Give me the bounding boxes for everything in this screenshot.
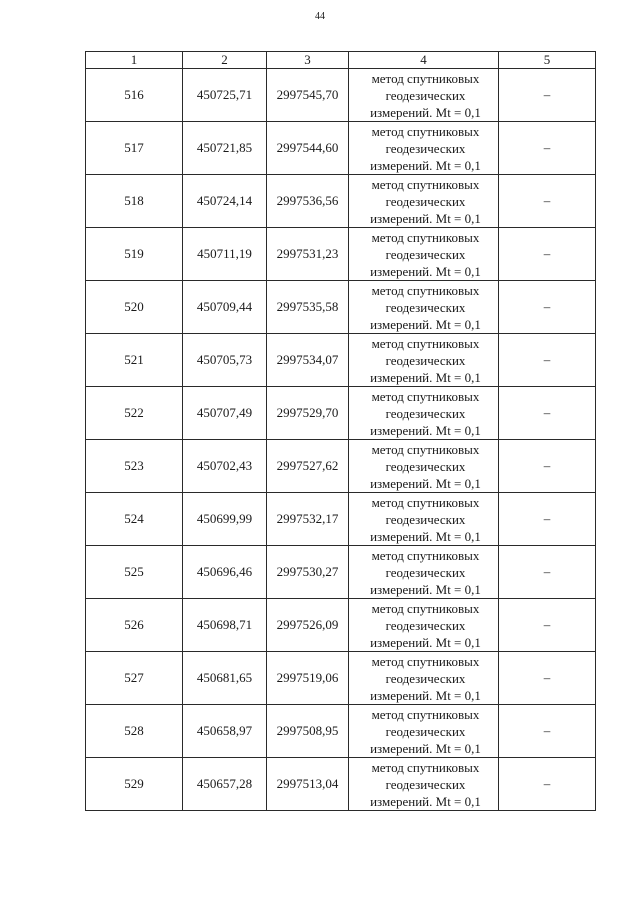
method-line: метод спутниковых (371, 494, 480, 510)
coordinate-y-cell: 2997535,58 (267, 281, 349, 334)
coordinate-y-cell: 2997513,04 (267, 758, 349, 811)
point-number-cell: 527 (86, 652, 183, 705)
method-cell (349, 652, 499, 705)
coordinate-y-cell: 2997529,70 (267, 387, 349, 440)
column-header-2: 2 (183, 52, 267, 69)
method-line: метод спутниковых (371, 282, 480, 298)
method-line: измерений. Mt = 0,1 (370, 316, 481, 332)
method-line: геодезических (385, 246, 466, 262)
coordinate-y-cell: 2997536,56 (267, 175, 349, 228)
table-row (86, 493, 596, 546)
method-line: измерений. Mt = 0,1 (370, 422, 481, 438)
method-line: геодезических (385, 564, 466, 580)
point-number-cell: 522 (86, 387, 183, 440)
table-row (86, 281, 596, 334)
column-header-1: 1 (86, 52, 183, 69)
coordinate-x-cell: 450696,46 (183, 546, 267, 599)
note-cell: – (499, 122, 596, 175)
point-number-cell: 518 (86, 175, 183, 228)
method-cell (349, 122, 499, 175)
note-cell: – (499, 546, 596, 599)
point-number-cell: 524 (86, 493, 183, 546)
method-line: измерений. Mt = 0,1 (370, 104, 481, 120)
coordinate-y-cell: 2997526,09 (267, 599, 349, 652)
method-line: метод спутниковых (371, 335, 480, 351)
note-cell: – (499, 652, 596, 705)
note-cell: – (499, 387, 596, 440)
coordinate-y-cell: 2997545,70 (267, 69, 349, 122)
method-line: метод спутниковых (371, 600, 480, 616)
method-cell (349, 546, 499, 599)
method-cell (349, 334, 499, 387)
coordinate-y-cell: 2997519,06 (267, 652, 349, 705)
method-line: измерений. Mt = 0,1 (370, 793, 481, 809)
method-cell (349, 69, 499, 122)
table-row (86, 599, 596, 652)
note-cell: – (499, 228, 596, 281)
method-cell (349, 705, 499, 758)
method-line: измерений. Mt = 0,1 (370, 581, 481, 597)
table-row (86, 705, 596, 758)
method-line: геодезических (385, 193, 466, 209)
method-line: измерений. Mt = 0,1 (370, 157, 481, 173)
method-cell (349, 175, 499, 228)
method-line: геодезических (385, 617, 466, 633)
method-line: метод спутниковых (371, 441, 480, 457)
method-line: метод спутниковых (371, 70, 480, 86)
note-cell: – (499, 599, 596, 652)
point-number-cell: 526 (86, 599, 183, 652)
coordinate-x-cell: 450658,97 (183, 705, 267, 758)
method-cell (349, 387, 499, 440)
point-number-cell: 528 (86, 705, 183, 758)
note-cell: – (499, 440, 596, 493)
table-row (86, 652, 596, 705)
method-line: геодезических (385, 405, 466, 421)
column-header-5: 5 (499, 52, 596, 69)
point-number-cell: 529 (86, 758, 183, 811)
table-row (86, 440, 596, 493)
method-line: метод спутниковых (371, 759, 480, 775)
method-line: метод спутниковых (371, 653, 480, 669)
table-row (86, 546, 596, 599)
method-line: метод спутниковых (371, 229, 480, 245)
method-cell (349, 599, 499, 652)
coordinate-y-cell: 2997532,17 (267, 493, 349, 546)
point-number-cell: 525 (86, 546, 183, 599)
method-line: измерений. Mt = 0,1 (370, 528, 481, 544)
method-line: геодезических (385, 352, 466, 368)
method-line: метод спутниковых (371, 176, 480, 192)
method-line: геодезических (385, 299, 466, 315)
coordinate-x-cell: 450721,85 (183, 122, 267, 175)
column-header-4: 4 (349, 52, 499, 69)
note-cell: – (499, 334, 596, 387)
method-line: метод спутниковых (371, 388, 480, 404)
table-row (86, 175, 596, 228)
method-line: геодезических (385, 723, 466, 739)
table-row (86, 69, 596, 122)
coordinate-y-cell: 2997527,62 (267, 440, 349, 493)
note-cell: – (499, 758, 596, 811)
method-line: измерений. Mt = 0,1 (370, 210, 481, 226)
method-line: геодезических (385, 140, 466, 156)
table-row (86, 387, 596, 440)
note-cell: – (499, 69, 596, 122)
table-row (86, 122, 596, 175)
coordinate-x-cell: 450711,19 (183, 228, 267, 281)
table-body (86, 69, 596, 811)
coordinate-x-cell: 450698,71 (183, 599, 267, 652)
point-number-cell: 521 (86, 334, 183, 387)
method-line: геодезических (385, 511, 466, 527)
coordinate-x-cell: 450707,49 (183, 387, 267, 440)
table-row (86, 758, 596, 811)
table-row (86, 228, 596, 281)
method-line: геодезических (385, 458, 466, 474)
coordinate-x-cell: 450705,73 (183, 334, 267, 387)
method-cell (349, 440, 499, 493)
coordinate-x-cell: 450681,65 (183, 652, 267, 705)
point-number-cell: 519 (86, 228, 183, 281)
method-cell (349, 758, 499, 811)
coordinate-x-cell: 450725,71 (183, 69, 267, 122)
point-number-cell: 520 (86, 281, 183, 334)
coordinate-x-cell: 450699,99 (183, 493, 267, 546)
coordinate-y-cell: 2997530,27 (267, 546, 349, 599)
column-header-3: 3 (267, 52, 349, 69)
coordinate-y-cell: 2997508,95 (267, 705, 349, 758)
note-cell: – (499, 493, 596, 546)
table-row (86, 334, 596, 387)
coordinate-x-cell: 450657,28 (183, 758, 267, 811)
point-number-cell: 523 (86, 440, 183, 493)
method-line: метод спутниковых (371, 706, 480, 722)
method-line: метод спутниковых (371, 123, 480, 139)
note-cell: – (499, 705, 596, 758)
method-line: метод спутниковых (371, 547, 480, 563)
method-line: геодезических (385, 776, 466, 792)
method-line: геодезических (385, 670, 466, 686)
method-cell (349, 228, 499, 281)
page-number: 44 (315, 11, 325, 22)
coordinate-x-cell: 450724,14 (183, 175, 267, 228)
method-line: измерений. Mt = 0,1 (370, 687, 481, 703)
method-line: измерений. Mt = 0,1 (370, 263, 481, 279)
coordinate-x-cell: 450702,43 (183, 440, 267, 493)
coordinate-y-cell: 2997534,07 (267, 334, 349, 387)
point-number-cell: 516 (86, 69, 183, 122)
method-line: измерений. Mt = 0,1 (370, 740, 481, 756)
method-cell (349, 281, 499, 334)
note-cell: – (499, 175, 596, 228)
point-number-cell: 517 (86, 122, 183, 175)
coordinate-x-cell: 450709,44 (183, 281, 267, 334)
note-cell: – (499, 281, 596, 334)
coordinates-table (85, 51, 596, 811)
method-cell (349, 493, 499, 546)
method-line: измерений. Mt = 0,1 (370, 475, 481, 491)
method-line: геодезических (385, 87, 466, 103)
method-line: измерений. Mt = 0,1 (370, 369, 481, 385)
method-line: измерений. Mt = 0,1 (370, 634, 481, 650)
coordinate-y-cell: 2997531,23 (267, 228, 349, 281)
coordinate-y-cell: 2997544,60 (267, 122, 349, 175)
table-header-row (86, 52, 596, 69)
